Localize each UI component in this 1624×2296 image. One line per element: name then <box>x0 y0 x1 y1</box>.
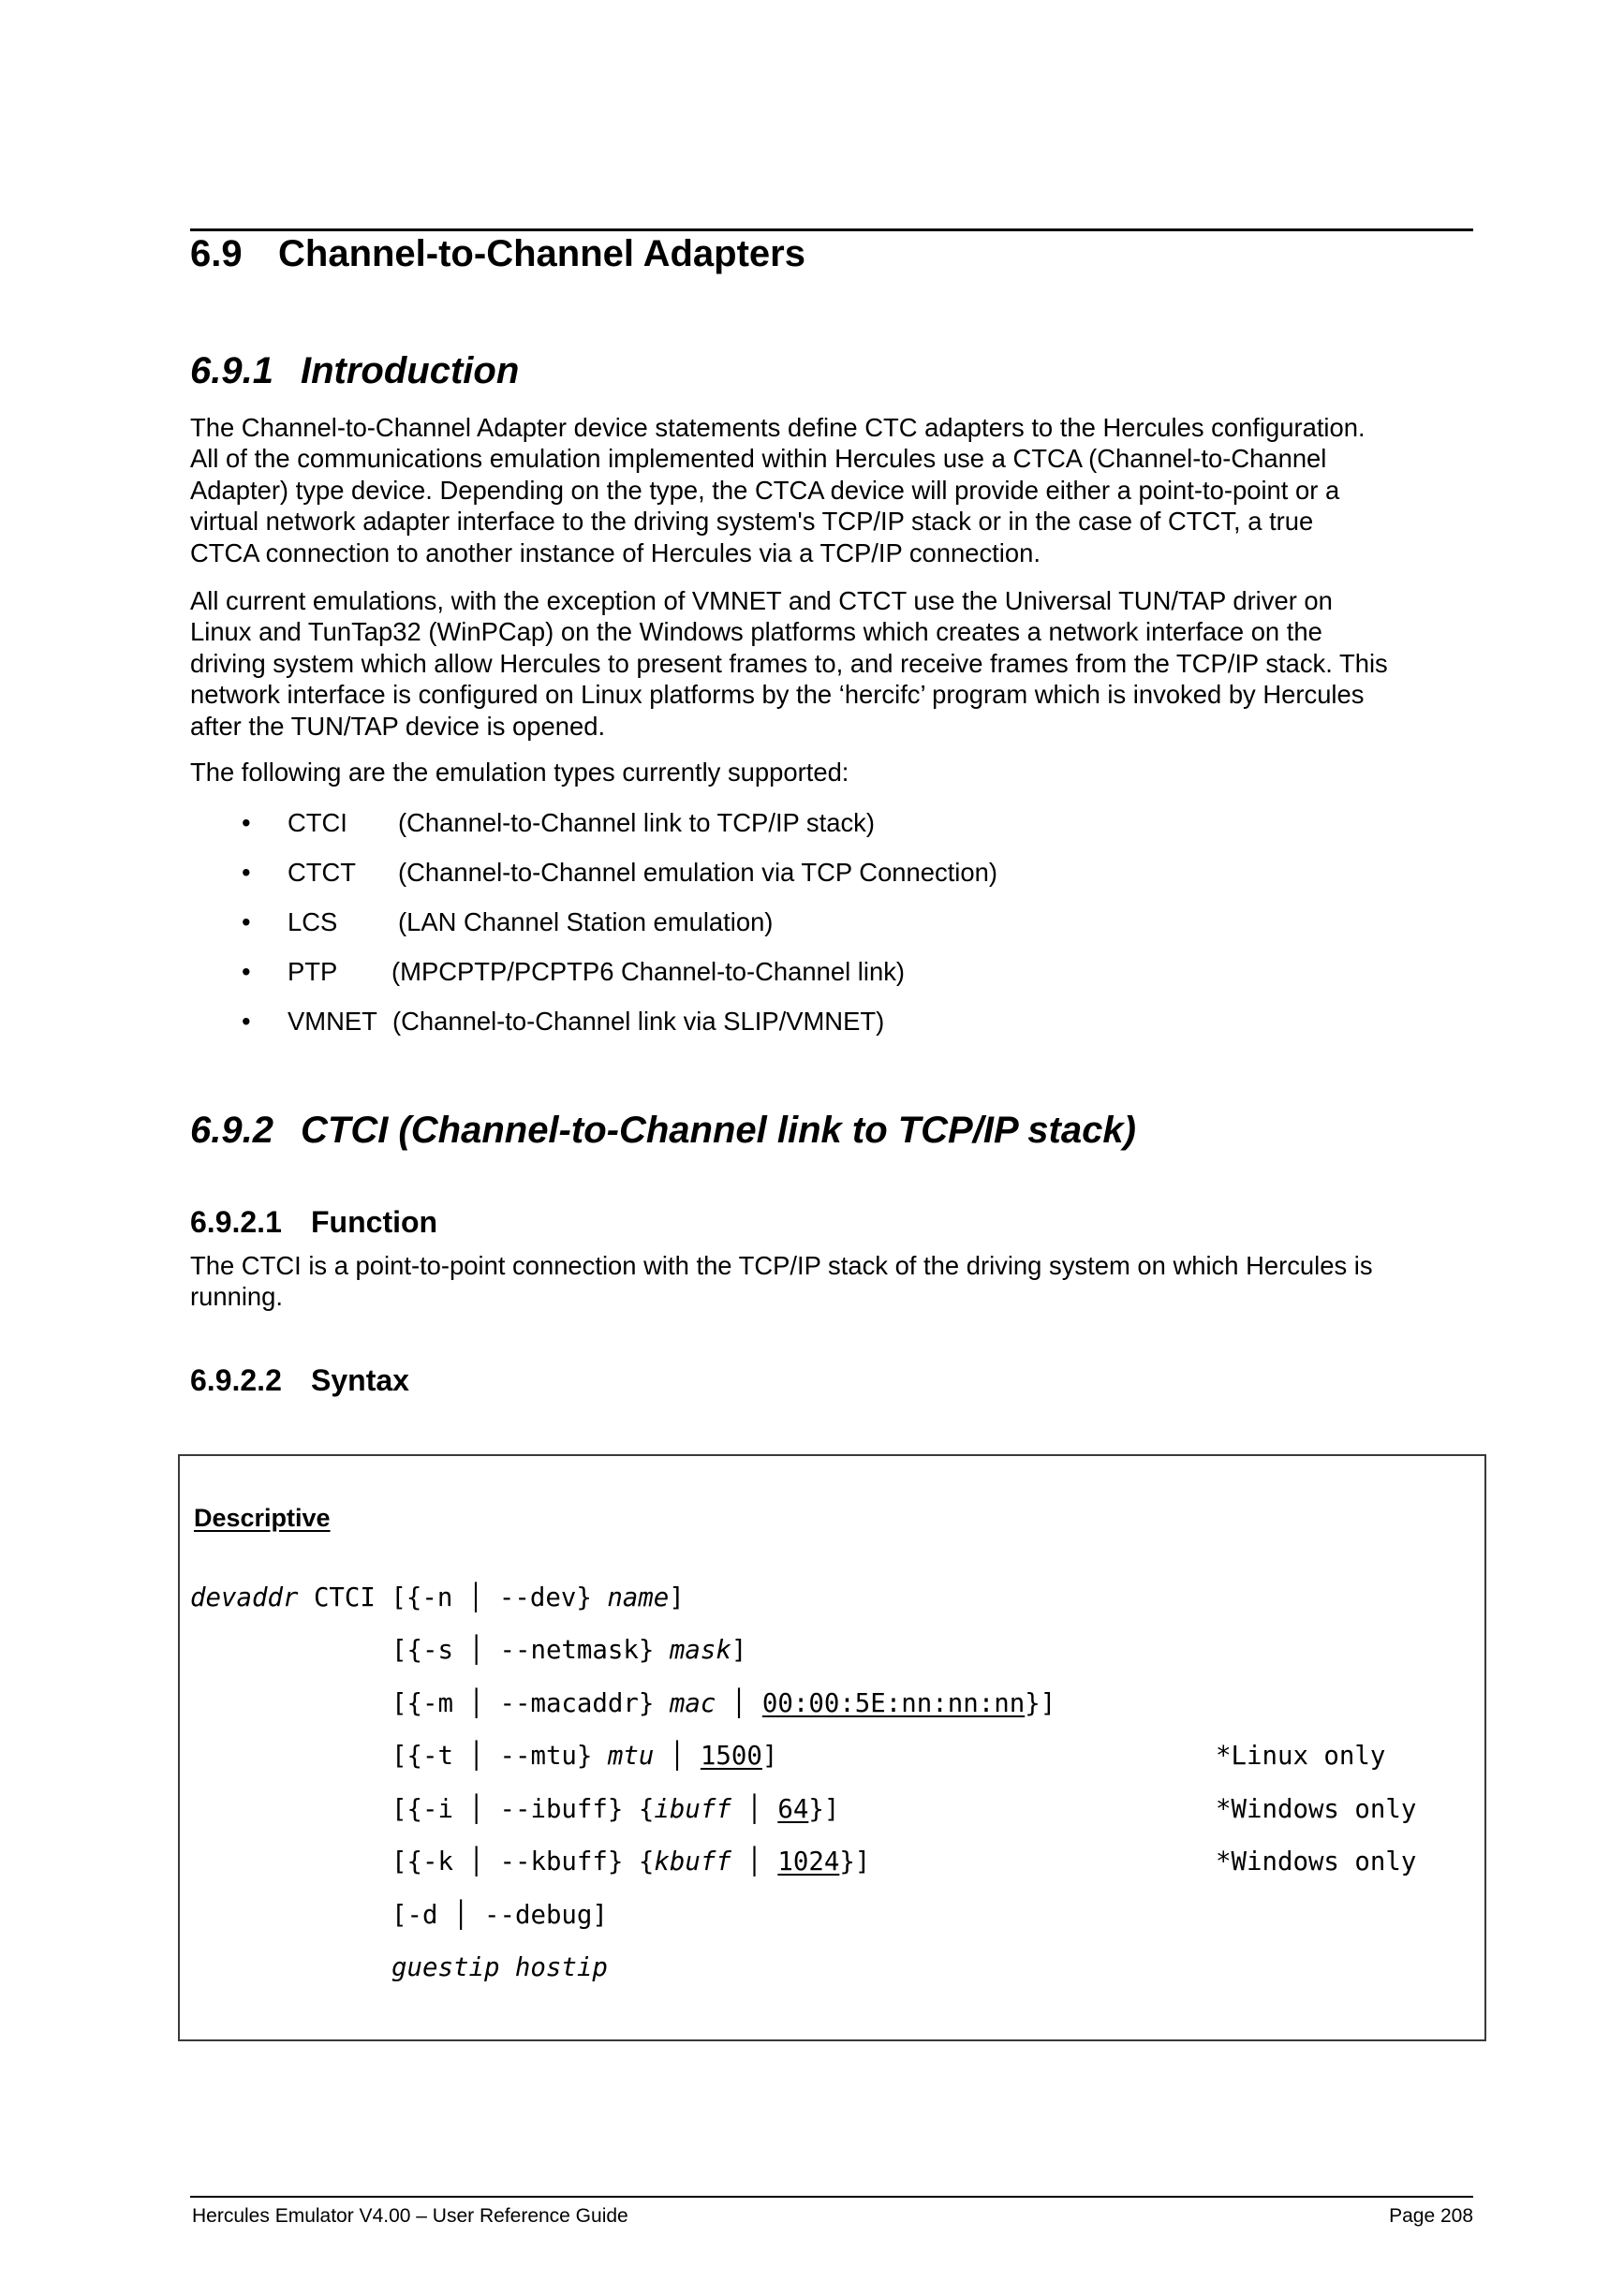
long-flag: --dev <box>498 1583 577 1612</box>
emulation-name: PTP <box>288 957 338 986</box>
default-value: 1500 <box>700 1742 762 1771</box>
emulation-description: (Channel-to-Channel link via SLIP/VMNET) <box>392 1007 885 1036</box>
device-type: CTCI <box>313 1583 376 1612</box>
param-name: kbuff <box>654 1847 731 1877</box>
footer-title: Hercules Emulator V4.00 – User Reference Guide <box>192 2205 628 2227</box>
emulation-description: (MPCPTP/PCPTP6 Channel-to-Channel link) <box>391 957 906 986</box>
emulation-name: VMNET <box>288 1007 377 1036</box>
long-flag: --mtu <box>499 1742 577 1771</box>
platform-note: *Windows only <box>1216 1795 1417 1824</box>
separator: │ <box>452 1901 469 1930</box>
separator: │ <box>468 1847 484 1877</box>
emulation-description: (Channel-to-Channel link to TCP/IP stack) <box>398 808 875 837</box>
text-line: Linux and TunTap32 (WinPCap) on the Windows platforms which creates a network interface on the <box>190 617 1322 647</box>
separator: │ <box>467 1583 484 1612</box>
emulation-name: CTCI <box>288 808 347 837</box>
emulation-description: (LAN Channel Station emulation) <box>398 907 774 936</box>
long-flag: --netmask <box>499 1636 639 1665</box>
page-number: Page 208 <box>1389 2205 1473 2227</box>
short-flag: -t <box>421 1742 453 1771</box>
footer-rule <box>190 2196 1473 2198</box>
function-title: Function <box>311 1205 438 1239</box>
separator: │ <box>468 1636 484 1665</box>
text-line: CTCA connection to another instance of Hercules via a TCP/IP connection. <box>190 537 1041 567</box>
text-line: The Channel-to-Channel Adapter device statements define CTC adapters to the Hercules configuration. <box>190 413 1366 442</box>
separator: │ <box>746 1795 762 1824</box>
emulation-name: LCS <box>288 907 338 936</box>
emulation-description: (Channel-to-Channel emulation via TCP Connection) <box>398 858 997 887</box>
param-name: ibuff <box>654 1795 731 1824</box>
text-line: The CTCI is a point-to-point connection with the TCP/IP stack of the driving system on which Hercules is <box>190 1251 1373 1280</box>
intro-number: 6.9.1 <box>190 350 273 391</box>
text-line: network interface is configured on Linux platforms by the ‘hercifc’ program which is invoked by Hercules <box>190 680 1365 710</box>
separator: │ <box>746 1847 762 1877</box>
syntax-line: devaddr CTCI [{-n │ --dev} name] <box>190 1583 685 1612</box>
text-line: driving system which allow Hercules to present frames to, and receive frames from the TCP/IP stack. This <box>190 648 1388 678</box>
separator: │ <box>468 1795 484 1824</box>
ctci-heading <box>190 1111 1136 1149</box>
syntax-number: 6.9.2.2 <box>190 1363 282 1397</box>
syntax-line <box>391 1954 608 1982</box>
text-line: virtual network adapter interface to the driving system's TCP/IP stack or in the case of CTCT, a true <box>190 507 1314 537</box>
syntax-line: [{-t │ --mtu} mtu │ 1500] <box>391 1742 778 1771</box>
section-title: Channel-to-Channel Adapters <box>278 233 805 274</box>
syntax-line: [-d │ --debug] <box>391 1901 608 1930</box>
separator: │ <box>468 1689 484 1718</box>
platform-note: *Windows only <box>1216 1847 1417 1877</box>
header-rule <box>190 228 1473 231</box>
bullet-icon: • <box>242 808 251 837</box>
syntax-heading <box>190 1365 409 1395</box>
syntax-line: [{-s │ --netmask} mask] <box>391 1636 747 1665</box>
platform-note: *Linux only <box>1216 1742 1386 1771</box>
short-flag: -k <box>421 1847 453 1877</box>
long-flag: --kbuff <box>499 1847 608 1877</box>
intro-paragraph-2 <box>190 585 1483 742</box>
function-number: 6.9.2.1 <box>190 1205 282 1239</box>
short-flag: -m <box>421 1689 453 1718</box>
function-heading <box>190 1207 437 1237</box>
bullet-icon: • <box>242 858 251 887</box>
text-line: The following are the emulation types currently supported: <box>190 758 849 787</box>
positional-params: guestip hostip <box>391 1953 608 1982</box>
default-value: 00:00:5E:nn:nn:nn <box>761 1689 1026 1718</box>
syntax-line: [{-m │ --macaddr} mac │ 00:00:5E:nn:nn:nn}] <box>391 1689 1056 1718</box>
separator: │ <box>731 1689 747 1718</box>
short-flag: -n <box>421 1583 453 1612</box>
param-name: mask <box>669 1636 731 1665</box>
long-flag: --ibuff <box>499 1795 608 1824</box>
param-name: mac <box>669 1689 716 1718</box>
intro-paragraph-1 <box>190 412 1483 568</box>
text-line: after the TUN/TAP device is opened. <box>190 711 606 741</box>
bullet-icon: • <box>242 1007 251 1036</box>
text-line: running. <box>190 1282 283 1312</box>
section-heading <box>190 235 805 272</box>
separator: │ <box>468 1742 484 1771</box>
intro-paragraph-3 <box>190 757 1483 787</box>
short-flag: -d <box>406 1901 438 1930</box>
text-line: Adapter) type device. Depending on the type, the CTCA device will provide either a point-to-point or a <box>190 475 1340 505</box>
descriptive-label: Descriptive <box>194 1504 331 1532</box>
long-flag: --debug <box>483 1901 593 1930</box>
syntax-line: [{-k │ --kbuff} {kbuff │ 1024}] <box>391 1847 871 1877</box>
syntax-line: [{-i │ --ibuff} {ibuff │ 64}] <box>391 1795 840 1824</box>
long-flag: --macaddr <box>499 1689 639 1718</box>
section-number: 6.9 <box>190 233 243 274</box>
default-value: 64 <box>777 1795 809 1824</box>
ctci-number: 6.9.2 <box>190 1110 273 1151</box>
function-paragraph <box>190 1250 1483 1313</box>
text-line: All current emulations, with the exception of VMNET and CTCT use the Universal TUN/TAP driver on <box>190 586 1333 615</box>
emulation-name: CTCT <box>288 858 357 887</box>
syntax-title: Syntax <box>311 1363 409 1397</box>
short-flag: -i <box>421 1795 453 1824</box>
default-value: 1024 <box>777 1847 840 1877</box>
text-line: All of the communications emulation implemented within Hercules use a CTCA (Channel-to-Channel <box>190 444 1327 474</box>
intro-heading <box>190 352 519 390</box>
param-name: mtu <box>607 1742 655 1771</box>
bullet-icon: • <box>242 907 251 936</box>
param-name: name <box>607 1583 670 1612</box>
devaddr-param: devaddr <box>190 1583 299 1612</box>
intro-title: Introduction <box>301 350 520 391</box>
ctci-title: CTCI (Channel-to-Channel link to TCP/IP stack) <box>301 1110 1136 1151</box>
bullet-icon: • <box>242 957 251 986</box>
short-flag: -s <box>421 1636 453 1665</box>
separator: │ <box>669 1742 686 1771</box>
